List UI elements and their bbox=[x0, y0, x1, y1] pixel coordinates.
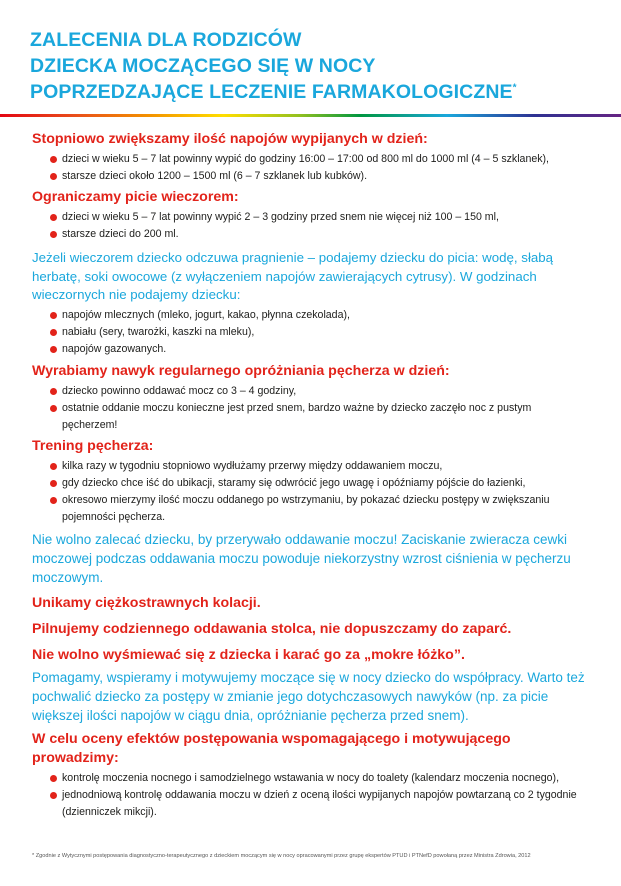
section-regular-voiding bbox=[32, 363, 597, 434]
info-paragraph: Nie wolno zalecać dziecku, by przerywało oddawanie moczu! Zaciskanie zwieracza cewki moczowej podczas oddawania moczu powoduje niekorzystny wzrost ciśnienia w pęcherzu moczowym. bbox=[32, 531, 571, 585]
section-heading: Pilnujemy codziennego oddawania stolca, nie dopuszczamy do zaparć. bbox=[32, 620, 512, 637]
bullet-icon bbox=[50, 346, 57, 353]
info-paragraph: Pomagamy, wspieramy i motywujemy moczące się w nocy dziecko do współpracy. Warto też pochwalić dziecko za postępy w zmianie jego dotychczasowych nawyków (np. za picie większej ilości napojów w ciągu dnia, opróżnianie pęcherza przed snem). bbox=[32, 669, 585, 723]
list-item: ostatnie oddanie moczu konieczne jest przed snem, bardzo ważne by dziecko zaczęło noc z pustym pęcherzem! bbox=[32, 400, 597, 434]
document-title bbox=[30, 27, 610, 105]
list-item: kontrolę moczenia nocnego i samodzielnego wstawania w nocy do toalety (kalendarz moczenia nocnego), bbox=[32, 770, 597, 787]
section-bladder-training bbox=[32, 438, 597, 526]
bullet-list bbox=[32, 151, 597, 185]
footnote: * Zgodnie z Wytycznymi postępowania diagnostyczno-terapeutycznego z dzieckiem moczącym się w nocy opracowanymi przez grupę ekspertów PTUD i PTNefD powołaną przez Ministra Zdrowia, 2012 bbox=[32, 853, 531, 859]
bullet-icon bbox=[50, 775, 57, 782]
list-item: napojów mlecznych (mleko, jogurt, kakao, płynna czekolada), bbox=[32, 307, 597, 324]
section-heading: Nie wolno wyśmiewać się z dziecka i karać go za „mokre łóżko”. bbox=[32, 646, 465, 663]
bullet-list bbox=[32, 383, 597, 434]
bullet-icon bbox=[50, 231, 57, 238]
section-heading: Unikamy ciężkostrawnych kolacji. bbox=[32, 594, 261, 611]
rainbow-divider bbox=[0, 114, 621, 117]
section-heading: Ograniczamy picie wieczorem: bbox=[32, 189, 239, 205]
section-heading: Stopniowo zwiększamy ilość napojów wypijanych w dzień: bbox=[32, 131, 428, 147]
list-item: jednodniową kontrolę oddawania moczu w dzień z oceną ilości wypijanych napojów powtarzaną co 2 tygodnie (dzienniczek mikcji). bbox=[32, 787, 597, 821]
section-heading: W celu oceny efektów postępowania wspomagającego i motywującego prowadzimy: bbox=[32, 730, 511, 766]
title-line-1: ZALECENIA DLA RODZICÓW bbox=[30, 29, 302, 51]
title-line-3 bbox=[30, 79, 610, 105]
bullet-icon bbox=[50, 388, 57, 395]
list-item: okresowo mierzymy ilość moczu oddanego po wstrzymaniu, by pokazać dziecku postępy w zwiększaniu pojemności pęcherza. bbox=[32, 492, 597, 526]
section-motivation bbox=[32, 668, 597, 725]
bullet-icon bbox=[50, 329, 57, 336]
list-item: dziecko powinno oddawać mocz co 3 – 4 godziny, bbox=[32, 383, 597, 400]
footnote-mark: * bbox=[512, 82, 517, 94]
bullet-list bbox=[32, 458, 597, 526]
bullet-icon bbox=[50, 405, 57, 412]
list-item: gdy dziecko chce iść do ubikacji, staramy się odwrócić jego uwagę i opóźniamy pójście do łazienki, bbox=[32, 475, 597, 492]
list-item: nabiału (sery, twarożki, kaszki na mleku), bbox=[32, 324, 597, 341]
list-item: kilka razy w tygodniu stopniowo wydłużamy przerwy między oddawaniem moczu, bbox=[32, 458, 597, 475]
bullet-icon bbox=[50, 792, 57, 799]
bullet-list bbox=[32, 209, 597, 243]
section-no-interrupting bbox=[32, 530, 597, 587]
list-item: dzieci w wieku 5 – 7 lat powinny wypić 2 – 3 godziny przed snem nie więcej niż 100 – 150 ml, bbox=[32, 209, 597, 226]
section-limit-evening bbox=[32, 189, 597, 243]
section-heading: Wyrabiamy nawyk regularnego opróżniania pęcherza w dzień: bbox=[32, 362, 450, 379]
bullet-icon bbox=[50, 214, 57, 221]
bullet-icon bbox=[50, 463, 57, 470]
bullet-icon bbox=[50, 480, 57, 487]
section-evening-thirst bbox=[32, 249, 597, 358]
title-line-2: DZIECKA MOCZĄCEGO SIĘ W NOCY bbox=[30, 55, 376, 77]
bullet-icon bbox=[50, 312, 57, 319]
section-increase-fluids bbox=[32, 131, 597, 185]
list-item: dzieci w wieku 5 – 7 lat powinny wypić do godziny 16:00 – 17:00 od 800 ml do 1000 ml (4 – 5 szklanek), bbox=[32, 151, 597, 168]
bullet-list bbox=[32, 307, 597, 358]
section-monitoring bbox=[32, 730, 597, 821]
document-body bbox=[32, 131, 597, 821]
bullet-icon bbox=[50, 173, 57, 180]
info-paragraph: Jeżeli wieczorem dziecko odczuwa pragnienie – podajemy dziecku do picia: wodę, słabą herbatę, soki owocowe (z wyłączeniem napojów zawierających cytrusy). W godzinach wieczornych nie podajemy dziecku: bbox=[32, 250, 554, 302]
list-item: starsze dzieci około 1200 – 1500 ml (6 – 7 szklanek lub kubków). bbox=[32, 168, 597, 185]
bullet-icon bbox=[50, 497, 57, 504]
section-heading: Trening pęcherza: bbox=[32, 437, 154, 454]
title-line-3-text: POPRZEDZAJĄCE LECZENIE FARMAKOLOGICZNE bbox=[30, 81, 513, 103]
list-item: starsze dzieci do 200 ml. bbox=[32, 226, 597, 243]
list-item: napojów gazowanych. bbox=[32, 341, 597, 358]
bullet-icon bbox=[50, 156, 57, 163]
bullet-list bbox=[32, 770, 597, 821]
